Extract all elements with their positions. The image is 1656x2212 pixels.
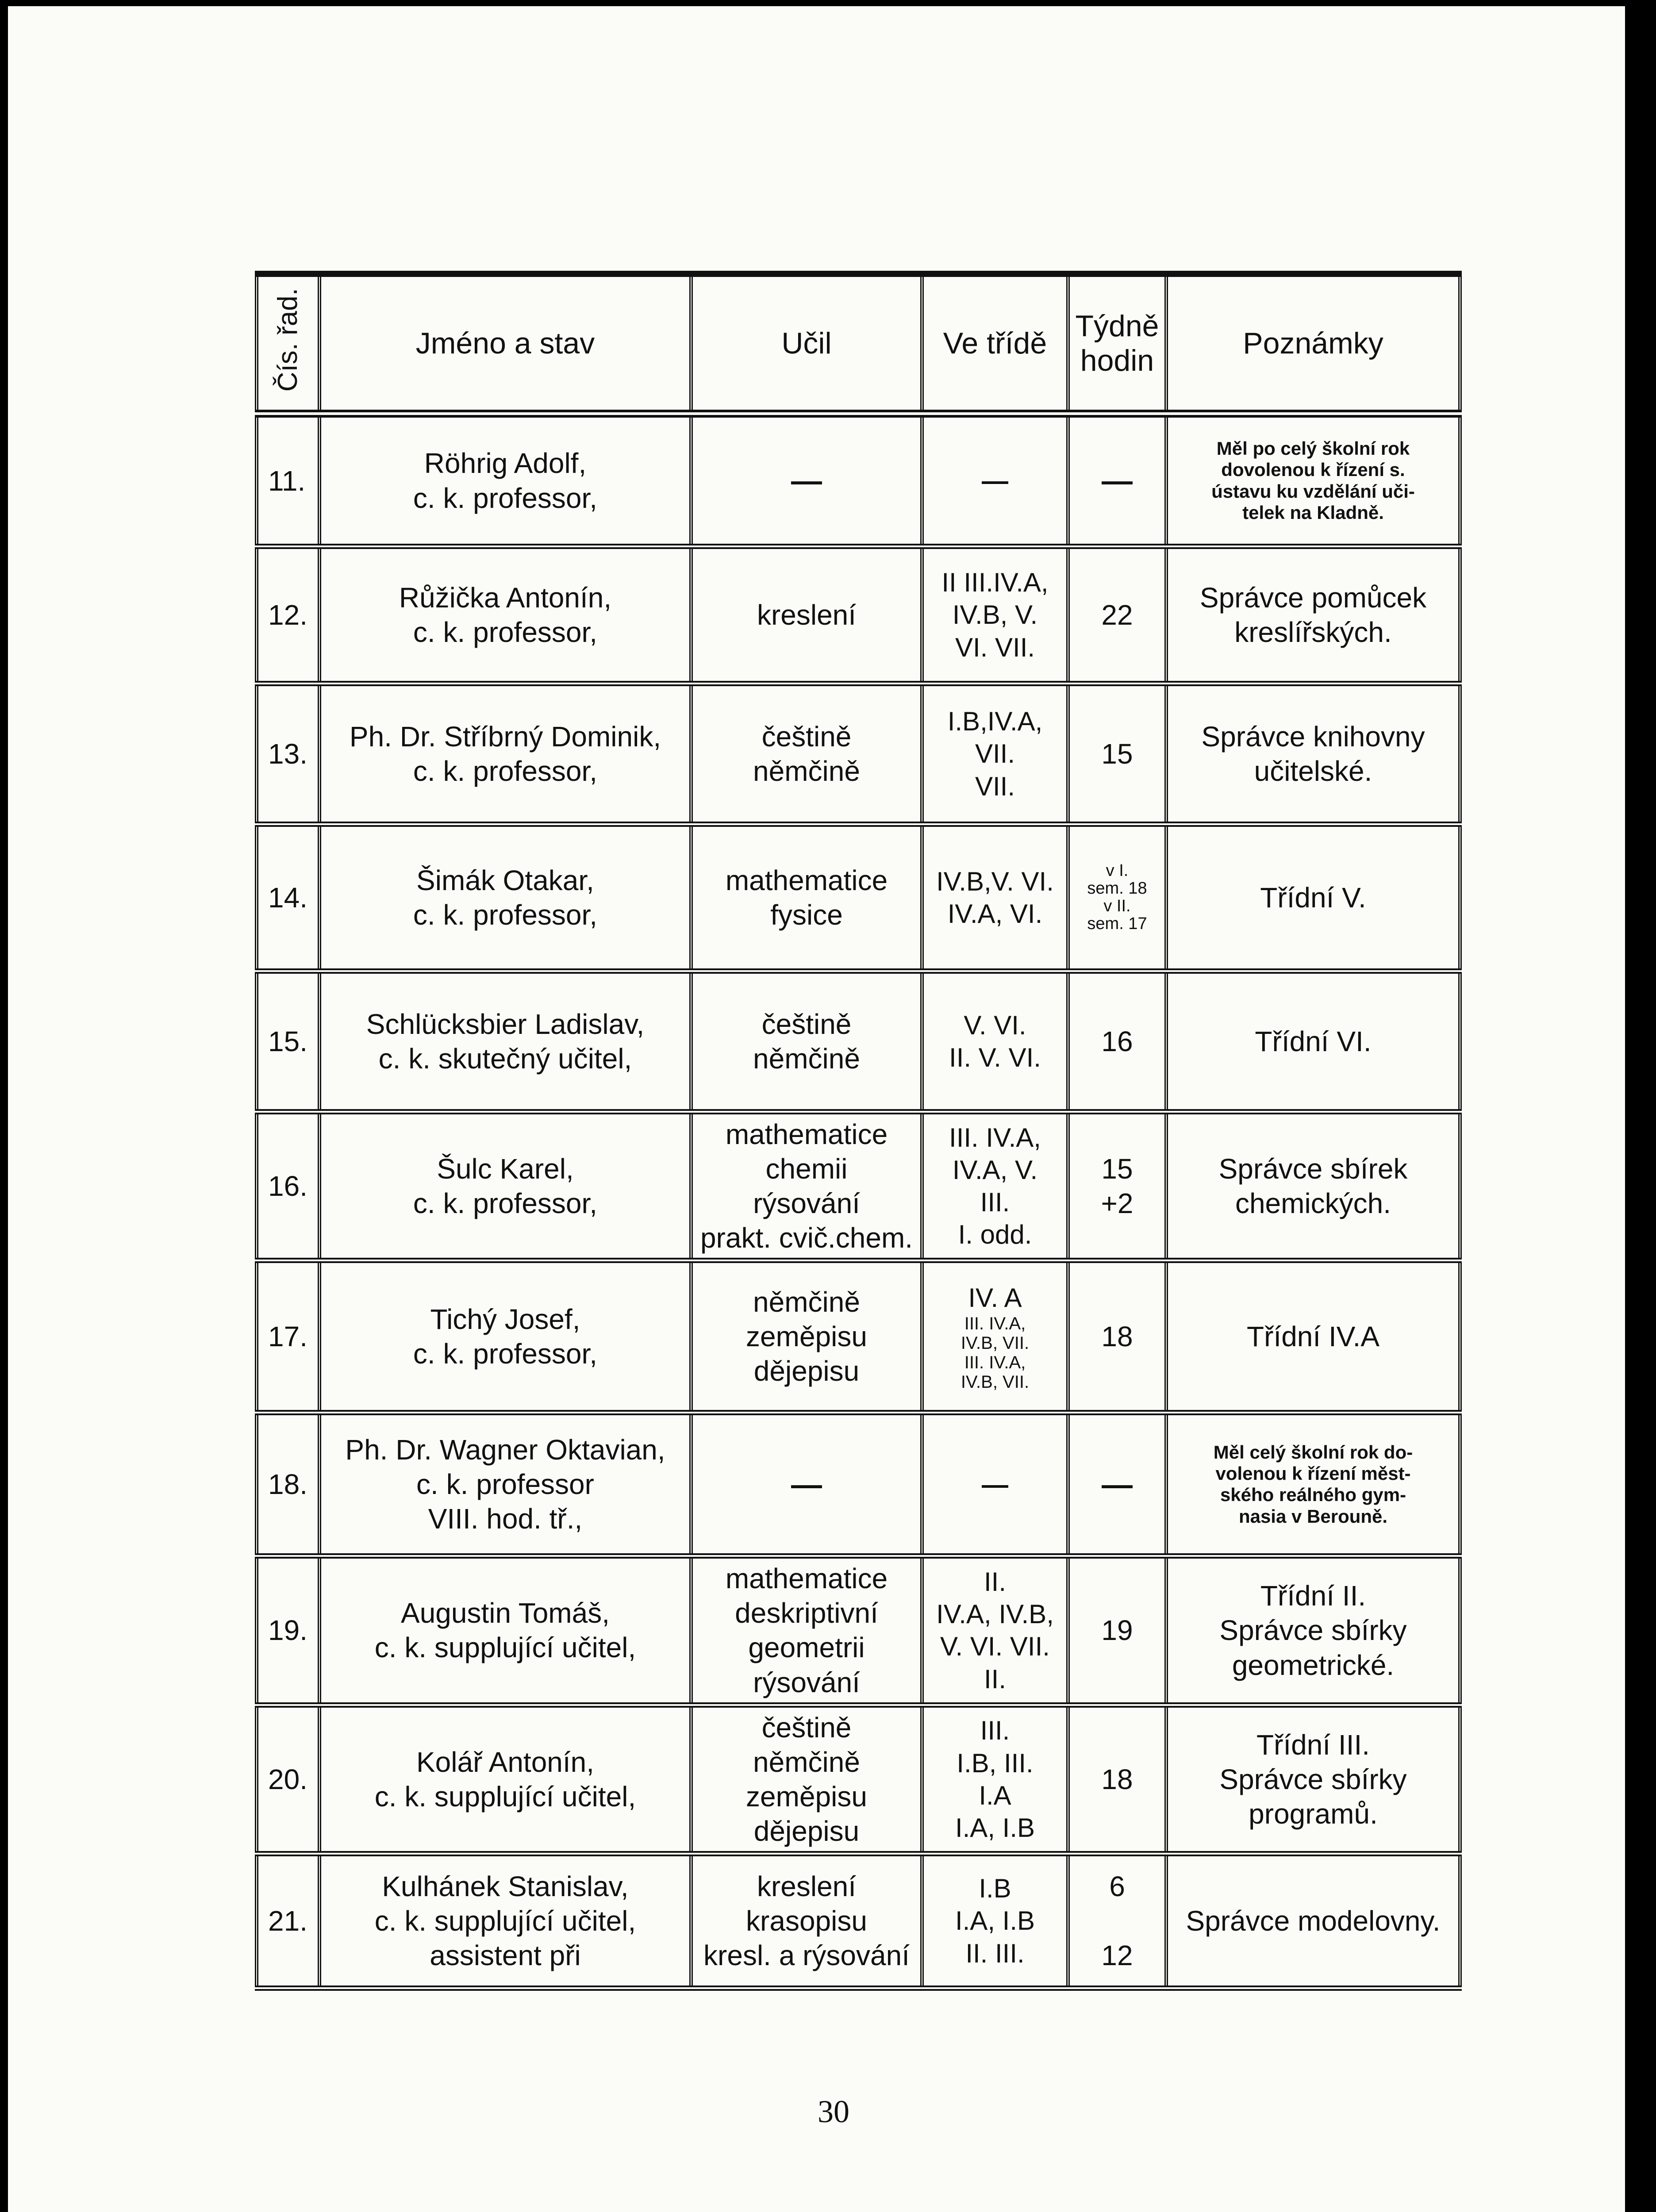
subjects-taught: [691, 684, 922, 824]
notes-cell-line: Měl celý školní rok do-: [1213, 1441, 1413, 1463]
classes-taught-line: III.: [980, 1187, 1010, 1217]
notes-cell-line: Správce modelovny.: [1186, 1905, 1441, 1937]
subjects-taught-line: češtině: [761, 1711, 852, 1743]
header-notes: Poznámky: [1166, 274, 1460, 414]
table-row: [257, 684, 1460, 824]
notes-cell-line: Třídní II.: [1260, 1580, 1366, 1612]
classes-taught-line: IV.A, V.: [952, 1155, 1038, 1185]
classes-taught-line: IV.B,V. VI.: [936, 866, 1054, 896]
notes-cell-line: telek na Kladně.: [1242, 502, 1384, 523]
notes-cell-line: Správce sbírky: [1219, 1614, 1407, 1647]
classes-taught: [922, 684, 1068, 824]
weekly-hours: [1068, 546, 1166, 684]
header-weekly-hours: Týdně hodin: [1068, 274, 1166, 414]
teacher-name: [319, 684, 691, 824]
subjects-taught-line: chemii: [765, 1153, 848, 1185]
classes-taught-line: I.A: [979, 1780, 1011, 1810]
classes-taught-line: IV.B, V.: [952, 600, 1038, 630]
weekly-hours-line: [1074, 1904, 1160, 1938]
table-row: [257, 1413, 1460, 1556]
header-row: [257, 274, 1460, 414]
notes-cell: [1166, 1112, 1460, 1260]
teacher-name-line: Šimák Otakar,: [416, 864, 594, 896]
weekly-hours: [1068, 971, 1166, 1112]
teacher-name-line: c. k. professor,: [413, 1338, 598, 1370]
teacher-name-line: c. k. professor,: [413, 899, 598, 931]
weekly-hours-line: —: [1102, 1467, 1133, 1502]
row-number: 15.: [257, 971, 319, 1112]
notes-cell-line: nasia v Berouně.: [1238, 1505, 1388, 1527]
notes-cell: [1166, 546, 1460, 684]
subjects-taught-line: rýsování: [753, 1187, 860, 1220]
page-number: 30: [818, 2094, 849, 2129]
teacher-name: [319, 824, 691, 971]
notes-cell: [1166, 414, 1460, 546]
teacher-name-line: Schlücksbier Ladislav,: [366, 1008, 645, 1040]
teacher-name-line: Šulc Karel,: [437, 1153, 574, 1185]
subjects-taught-line: mathematice: [725, 864, 888, 896]
notes-cell: [1166, 1556, 1460, 1705]
subjects-taught-line: mathematice: [725, 1563, 888, 1595]
notes-cell: [1166, 824, 1460, 971]
subjects-taught-line: němčině: [753, 755, 860, 787]
weekly-hours-line: sem. 17: [1087, 914, 1147, 933]
subjects-taught-line: češtině: [761, 1008, 852, 1040]
weekly-hours: [1068, 824, 1166, 971]
notes-cell-line: Správce sbírky: [1219, 1763, 1407, 1795]
classes-taught-line: II. III.: [965, 1938, 1025, 1968]
subjects-taught-line: deskriptivní: [735, 1597, 878, 1629]
header-taught: Učil: [691, 274, 922, 414]
classes-taught: [922, 546, 1068, 684]
teacher-name-line: Tichý Josef,: [430, 1303, 580, 1336]
classes-taught-line: III. IV.A,: [964, 1313, 1026, 1333]
table-row: [257, 1556, 1460, 1705]
classes-taught: [922, 414, 1068, 546]
teacher-name-line: c. k. supplující učitel,: [374, 1632, 636, 1664]
teacher-name-line: c. k. professor: [416, 1468, 594, 1501]
weekly-hours-line: —: [1102, 463, 1133, 498]
teacher-name: [319, 1705, 691, 1854]
weekly-hours-line: 6: [1109, 1870, 1125, 1902]
classes-taught-line: V. VI. VII.: [940, 1632, 1050, 1662]
weekly-hours-line: 18: [1101, 1321, 1133, 1353]
weekly-hours-line: 16: [1101, 1025, 1133, 1057]
subjects-taught-line: mathematice: [725, 1118, 888, 1150]
weekly-hours: [1068, 1556, 1166, 1705]
notes-cell-line: Správce pomůcek: [1199, 581, 1427, 614]
table-row: [257, 546, 1460, 684]
table-row: [257, 1260, 1460, 1413]
teacher-name-line: Kulhánek Stanislav,: [382, 1870, 629, 1902]
teacher-name-line: Augustin Tomáš,: [401, 1597, 610, 1629]
row-number: 17.: [257, 1260, 319, 1413]
row-number: 11.: [257, 414, 319, 546]
teacher-name-line: c. k. supplující učitel,: [374, 1905, 636, 1937]
table-body: [257, 414, 1460, 1988]
subjects-taught-line: kreslení: [757, 1870, 857, 1902]
classes-taught-line: I.B: [979, 1874, 1011, 1904]
weekly-hours-line: v I.: [1106, 861, 1129, 880]
classes-taught-line: —: [982, 1469, 1008, 1499]
weekly-hours-line: 18: [1101, 1763, 1133, 1795]
subjects-taught-line: krasopisu: [746, 1905, 867, 1937]
row-number: 13.: [257, 684, 319, 824]
notes-cell-line: Třídní VI.: [1255, 1025, 1372, 1057]
teacher-name: [319, 546, 691, 684]
weekly-hours: [1068, 414, 1166, 546]
teacher-name: [319, 1556, 691, 1705]
notes-cell-line: učitelské.: [1254, 755, 1372, 787]
teacher-name-line: Röhrig Adolf,: [424, 447, 587, 480]
classes-taught: [922, 1112, 1068, 1260]
table-row: [257, 1854, 1460, 1988]
row-number: 18.: [257, 1413, 319, 1556]
classes-taught-line: IV.B, VII.: [961, 1372, 1030, 1392]
notes-cell: [1166, 971, 1460, 1112]
notes-cell: [1166, 684, 1460, 824]
teacher-table: [255, 271, 1462, 1991]
subjects-taught-line: němčině: [753, 1286, 860, 1318]
row-number: 21.: [257, 1854, 319, 1988]
notes-cell-line: geometrické.: [1232, 1649, 1395, 1681]
subjects-taught: [691, 414, 922, 546]
classes-taught-line: —: [982, 465, 1008, 495]
table-row: [257, 1112, 1460, 1260]
notes-cell-line: Správce sbírek: [1218, 1153, 1408, 1185]
teacher-name-line: Růžička Antonín,: [399, 581, 612, 614]
notes-cell: [1166, 1854, 1460, 1988]
subjects-taught: [691, 1705, 922, 1854]
subjects-taught: [691, 1260, 922, 1413]
notes-cell-line: Třídní III.: [1256, 1728, 1370, 1761]
teacher-name-line: VIII. hod. tř.,: [428, 1503, 583, 1535]
teacher-name-line: c. k. professor,: [413, 1187, 598, 1220]
subjects-taught-line: zeměpisu: [746, 1321, 867, 1353]
teacher-name-line: Ph. Dr. Wagner Oktavian,: [345, 1434, 665, 1466]
notes-cell: [1166, 1413, 1460, 1556]
notes-cell-line: Měl po celý školní rok: [1216, 438, 1410, 459]
header-in-class: Ve třídě: [922, 274, 1068, 414]
subjects-taught-line: češtině: [761, 720, 852, 753]
classes-taught-line: III. IV.A,: [949, 1122, 1041, 1152]
subjects-taught-line: dějepisu: [753, 1355, 860, 1387]
classes-taught: [922, 971, 1068, 1112]
header-number: Čís. řad.: [257, 274, 319, 414]
subjects-taught-line: —: [791, 1467, 822, 1502]
notes-cell: [1166, 1260, 1460, 1413]
classes-taught-line: VII.: [975, 739, 1015, 769]
teacher-name-line: c. k. professor,: [413, 482, 598, 514]
weekly-hours: [1068, 684, 1166, 824]
subjects-taught-line: fysice: [770, 899, 843, 931]
classes-taught: [922, 1556, 1068, 1705]
notes-cell-line: Třídní IV.A: [1247, 1321, 1379, 1353]
classes-taught-line: IV.A, IV.B,: [936, 1599, 1054, 1629]
teacher-name: [319, 414, 691, 546]
teacher-name: [319, 971, 691, 1112]
weekly-hours-line: 15: [1101, 1153, 1133, 1185]
teacher-name-line: Ph. Dr. Stříbrný Dominik,: [349, 720, 661, 753]
classes-taught: [922, 1413, 1068, 1556]
weekly-hours-line: 22: [1101, 599, 1133, 631]
weekly-hours: [1068, 1705, 1166, 1854]
subjects-taught: [691, 1556, 922, 1705]
classes-taught: [922, 1260, 1068, 1413]
row-number: 12.: [257, 546, 319, 684]
weekly-hours: [1068, 1413, 1166, 1556]
classes-taught-line: I.A, I.B: [955, 1813, 1035, 1843]
teacher-name-line: c. k. supplující učitel,: [374, 1780, 636, 1813]
teacher-name-line: assistent při: [430, 1939, 581, 1971]
weekly-hours-line: 12: [1101, 1939, 1133, 1971]
classes-taught-line: VII.: [975, 771, 1015, 801]
subjects-taught: [691, 546, 922, 684]
classes-taught: [922, 1705, 1068, 1854]
notes-cell-line: volenou k řízení měst-: [1215, 1463, 1411, 1484]
classes-taught-line: VI. VII.: [955, 632, 1035, 662]
subjects-taught: [691, 1112, 922, 1260]
teacher-name: [319, 1413, 691, 1556]
classes-taught-line: I.A, I.B: [955, 1906, 1035, 1936]
subjects-taught-line: —: [791, 463, 822, 498]
subjects-taught-line: prakt. cvič.chem.: [700, 1222, 913, 1254]
table-row: [257, 1705, 1460, 1854]
table-row: [257, 824, 1460, 971]
subjects-taught-line: dějepisu: [753, 1815, 860, 1847]
subjects-taught-line: rýsování: [753, 1666, 860, 1698]
subjects-taught: [691, 1413, 922, 1556]
notes-cell-line: Správce knihovny: [1201, 720, 1425, 753]
classes-taught-line: V. VI.: [964, 1010, 1026, 1040]
notes-cell-line: ústavu ku vzdělání uči-: [1211, 480, 1415, 502]
classes-taught-line: IV.B, VII.: [961, 1333, 1030, 1353]
classes-taught: [922, 1854, 1068, 1988]
subjects-taught-line: němčině: [753, 1746, 860, 1778]
subjects-taught-line: zeměpisu: [746, 1780, 867, 1813]
subjects-taught-line: geometrii: [748, 1632, 865, 1664]
page: [8, 6, 1625, 2212]
subjects-taught-line: němčině: [753, 1043, 860, 1075]
classes-taught: [922, 824, 1068, 971]
subjects-taught-line: kreslení: [757, 599, 857, 631]
classes-taught-line: II.: [984, 1567, 1006, 1597]
table-row: [257, 971, 1460, 1112]
classes-taught-line: I.B, III.: [957, 1748, 1034, 1778]
notes-cell-line: programů.: [1249, 1797, 1378, 1830]
notes-cell: [1166, 1705, 1460, 1854]
teacher-name: [319, 1854, 691, 1988]
notes-cell-line: chemických.: [1235, 1187, 1391, 1220]
weekly-hours: [1068, 1112, 1166, 1260]
weekly-hours-line: 15: [1101, 737, 1133, 770]
row-number: 16.: [257, 1112, 319, 1260]
teacher-name-line: c. k. skutečný učitel,: [378, 1043, 632, 1075]
weekly-hours-line: +2: [1101, 1187, 1133, 1220]
notes-cell-line: dovolenou k řízení s.: [1221, 459, 1405, 480]
classes-taught-line: III.: [980, 1716, 1010, 1746]
notes-cell-line: ského reálného gym-: [1220, 1484, 1406, 1505]
weekly-hours-line: sem. 18: [1087, 879, 1147, 898]
subjects-taught: [691, 971, 922, 1112]
notes-cell-line: Třídní V.: [1260, 881, 1366, 914]
teacher-name: [319, 1260, 691, 1413]
teacher-name-line: Kolář Antonín,: [416, 1746, 595, 1778]
classes-taught-line: II. V. VI.: [949, 1043, 1041, 1072]
subjects-taught: [691, 1854, 922, 1988]
weekly-hours-line: 19: [1101, 1614, 1133, 1647]
teacher-name: [319, 1112, 691, 1260]
weekly-hours-line: v II.: [1103, 897, 1131, 915]
classes-taught-line: IV. A: [968, 1283, 1022, 1313]
classes-taught-line: II.: [984, 1664, 1006, 1694]
classes-taught-line: II III.IV.A,: [941, 568, 1049, 598]
notes-cell-line: kreslířských.: [1234, 616, 1392, 648]
subjects-taught-line: kresl. a rýsování: [703, 1939, 910, 1971]
classes-taught-line: I. odd.: [958, 1220, 1032, 1250]
table-row: [257, 414, 1460, 546]
teacher-name-line: c. k. professor,: [413, 755, 598, 787]
weekly-hours: [1068, 1260, 1166, 1413]
header-name: Jméno a stav: [319, 274, 691, 414]
classes-taught-line: I.B,IV.A,: [947, 707, 1043, 737]
subjects-taught: [691, 824, 922, 971]
row-number: 14.: [257, 824, 319, 971]
classes-taught-line: III. IV.A,: [964, 1352, 1026, 1372]
classes-taught-line: IV.A, VI.: [947, 899, 1043, 929]
row-number: 20.: [257, 1705, 319, 1854]
weekly-hours: [1068, 1854, 1166, 1988]
row-number: 19.: [257, 1556, 319, 1705]
teacher-name-line: c. k. professor,: [413, 616, 598, 648]
